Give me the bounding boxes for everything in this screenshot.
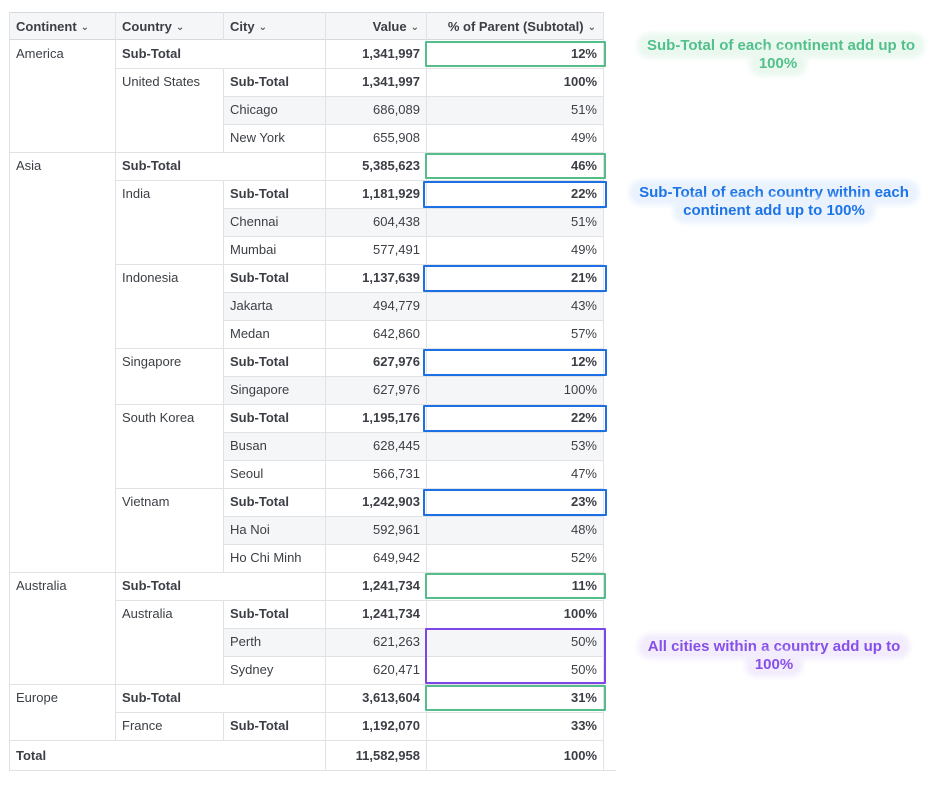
city-note [640,638,908,674]
cell-pct: 49% [570,242,597,257]
continent-subtotal-note-text: Sub-Total of each continent add up to 100% [640,36,922,73]
grid-line [223,68,224,96]
cell-country: Sub-Total [122,690,181,705]
cell-value: 621,263 [373,634,420,649]
cell-pct: 48% [570,522,597,537]
chevron-down-icon[interactable]: ⌄ [258,22,267,33]
cell-value: 1,137,639 [362,270,420,285]
grid-line [223,432,224,460]
country-subtotal-note-text: Sub-Total of each country within each continent add up to 100% [632,183,916,220]
continent-subtotal-note [640,37,916,73]
grid-line [223,124,224,152]
table-row [9,376,603,404]
grid-line [223,376,603,377]
cell-pct: 49% [570,130,597,145]
continent-subtotal-highlight [425,685,606,711]
cell-city: Sub-Total [230,606,289,621]
cell-value: 642,860 [373,326,420,341]
grid-line [223,124,603,125]
grid-line [223,320,224,348]
cell-country: United States [122,74,201,89]
grid-line [223,516,603,517]
column-header-label: Country [122,19,172,34]
grid-line [223,96,603,97]
cell-value: 627,976 [373,382,420,397]
cell-country: Australia [122,606,173,621]
cell-pct: 33% [570,718,597,733]
grid-line [223,96,224,124]
cell-city: Chicago [230,102,278,117]
cell-city: Chennai [230,214,279,229]
grid-line [9,770,616,771]
table-row [9,292,603,320]
grid-line [223,236,224,264]
grid-line [9,740,603,741]
cell-value: 1,241,734 [362,578,420,593]
chevron-down-icon[interactable]: ⌄ [587,22,596,33]
column-header-country[interactable] [115,12,223,40]
cell-country: Vietnam [122,494,170,509]
cell-city: Singapore [230,382,290,397]
country-subtotal-highlight [423,181,607,208]
cell-pct: 50% [570,634,597,649]
cell-city: New York [230,130,285,145]
column-header-pct[interactable] [426,12,603,40]
cell-city: Sub-Total [230,186,289,201]
grid-line [223,432,603,433]
cell-pct: 53% [570,438,597,453]
column-header-city[interactable] [223,12,325,40]
cell-country: Singapore [122,354,182,369]
grid-line [223,180,224,208]
cell-country: Sub-Total [122,578,181,593]
cell-pct: 11% [571,578,597,593]
table-row [9,460,603,488]
cell-value: 649,942 [373,550,420,565]
column-header-label: Value [372,19,407,34]
cell-continent: America [16,46,64,61]
cell-pct: 51% [570,214,597,229]
cell-value: 592,961 [373,522,420,537]
cell-value: 577,491 [373,242,420,257]
cell-pct: 43% [570,298,597,313]
cell-city: Medan [230,326,270,341]
cell-country: France [122,718,163,733]
cell-pct: 22% [570,410,597,425]
grid-line [223,208,603,209]
cell-country: India [122,186,151,201]
city-note-text: All cities within a country add up to 100% [641,637,908,674]
grid-line [223,292,603,293]
cell-pct: 46% [570,158,597,173]
table-row [9,208,603,236]
grid-line [223,460,224,488]
cell-value: 620,471 [373,662,420,677]
chevron-down-icon[interactable]: ⌄ [175,22,185,33]
cell-city: Mumbai [230,242,277,257]
cell-value: 566,731 [373,466,420,481]
table-total-row [9,740,603,771]
grid-line [9,12,10,771]
cell-city: Sub-Total [230,494,289,509]
column-header-label: City [230,19,255,34]
grid-line [223,628,224,656]
continent-subtotal-highlight [425,153,606,179]
cell-continent: Europe [16,690,58,705]
grid-line [223,348,224,376]
cell-pct: 12% [570,354,597,369]
grid-line [223,404,224,432]
cell-country: Indonesia [122,270,179,285]
chevron-down-icon[interactable]: ⌄ [80,22,90,33]
cell-city: Jakarta [230,298,273,313]
city-percent-highlight [425,628,606,684]
grid-line [223,712,224,740]
cell-value: 655,908 [373,130,420,145]
grid-line [115,12,116,740]
cell-value: 627,976 [373,354,420,369]
grid-line [115,712,603,713]
cell-country: Sub-Total [122,46,181,61]
table-row [9,600,603,628]
cell-city: Perth [230,634,262,649]
grid-line [223,544,603,545]
column-header-label: Continent [16,19,77,34]
cell-pct: 51% [570,102,597,117]
table-row [9,432,603,460]
table-row [9,516,603,544]
country-subtotal-highlight [423,349,607,376]
cell-pct: 12% [570,46,597,61]
cell-value: 628,445 [373,438,420,453]
table-row [9,544,603,572]
cell-value: 5,385,623 [362,158,420,173]
grid-line [115,68,603,69]
grid-line [223,460,603,461]
table-row [9,68,603,96]
cell-value: 1,341,997 [362,74,420,89]
grid-line [223,264,224,292]
cell-city: Sub-Total [230,410,289,425]
cell-pct: 100% [563,74,597,89]
cell-pct: 23% [570,494,597,509]
cell-value: 1,181,929 [362,186,420,201]
cell-city: Sub-Total [230,354,289,369]
total-value: 11,582,958 [355,748,420,763]
cell-pct: 31% [570,690,597,705]
country-subtotal-highlight [423,405,607,432]
grid-line [115,600,603,601]
table-row [9,320,603,348]
cell-city: Sub-Total [230,718,289,733]
cell-pct: 52% [570,550,597,565]
cell-pct: 22% [570,186,597,201]
grid-line [223,600,224,628]
grid-line [223,12,224,40]
grid-line [223,292,224,320]
cell-value: 604,438 [373,214,420,229]
cell-value: 3,613,604 [362,690,420,705]
cell-value: 1,241,734 [362,606,420,621]
cell-value: 494,779 [373,298,420,313]
cell-city: Sub-Total [230,74,289,89]
cell-city: Sub-Total [230,270,289,285]
cell-value: 1,192,070 [362,718,420,733]
cell-value: 1,341,997 [362,46,420,61]
grid-line [325,12,326,771]
total-percent: 100% [563,748,597,763]
column-header-value[interactable] [325,12,426,40]
cell-city: Ha Noi [230,522,270,537]
grid-line [223,488,224,516]
column-header-continent[interactable] [9,12,115,40]
continent-subtotal-highlight [425,41,606,67]
grid-line [223,208,224,236]
cell-continent: Asia [16,158,42,173]
cell-value: 1,242,903 [362,494,420,509]
cell-city: Seoul [230,466,264,481]
table-row [9,712,603,740]
cell-city: Busan [230,438,267,453]
cell-pct: 100% [563,606,597,621]
table-row [9,236,603,264]
grid-line [223,376,224,404]
grid-line [223,320,603,321]
grid-line [223,236,603,237]
country-subtotal-highlight [423,489,607,516]
cell-country: Sub-Total [122,158,181,173]
country-subtotal-highlight [423,265,607,292]
cell-value: 1,195,176 [362,410,420,425]
total-label: Total [16,748,47,763]
column-header-label: % of Parent (Subtotal) [447,19,584,34]
chevron-down-icon[interactable]: ⌄ [410,22,419,33]
cell-pct: 50% [570,662,597,677]
cell-pct: 47% [570,466,597,481]
grid-line [223,656,224,684]
cell-city: Ho Chi Minh [230,550,302,565]
table-row [9,124,603,152]
cell-value: 686,089 [373,102,420,117]
table-row [9,96,603,124]
country-subtotal-note [624,184,924,220]
grid-line [223,516,224,544]
grid-line [223,544,224,572]
cell-country: South Korea [122,410,195,425]
cell-city: Sydney [230,662,274,677]
cell-pct: 21% [570,270,597,285]
cell-pct: 57% [570,326,597,341]
continent-subtotal-highlight [425,573,606,599]
cell-pct: 100% [563,382,597,397]
cell-continent: Australia [16,578,67,593]
